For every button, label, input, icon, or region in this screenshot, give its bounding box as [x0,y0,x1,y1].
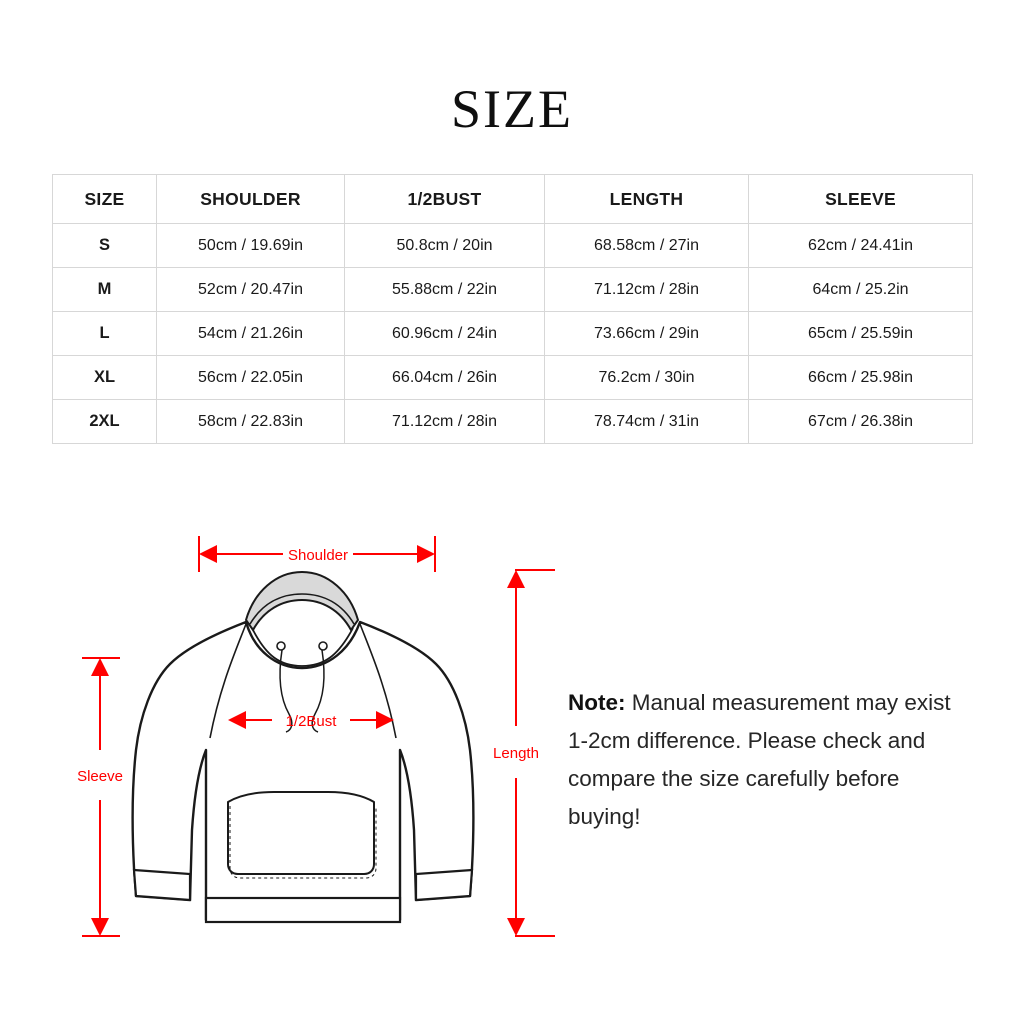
page-title: SIZE [451,79,573,139]
cell-half-bust: 50.8cm / 20in [345,224,545,268]
table-row [53,224,973,268]
cell-shoulder: 54cm / 21.26in [157,312,345,356]
table-row [53,356,973,400]
shoulder-measure-line [199,536,435,572]
table-body [53,224,973,444]
table-header [53,175,973,224]
size-table-container [52,174,972,444]
table-row [53,268,973,312]
note-text: Manual measurement may exist 1-2cm difference. Please check and compare the size carefully before buying! [568,690,951,829]
shoulder-label: Shoulder [287,547,349,564]
length-measure-line [493,570,555,936]
hoodie-measurement-diagram [40,500,560,980]
cell-half-bust: 66.04cm / 26in [345,356,545,400]
table-header-row [53,175,973,224]
size-table [52,174,973,444]
cell-half-bust: 71.12cm / 28in [345,400,545,444]
hoodie-illustration [133,572,474,922]
cell-size: S [53,224,157,268]
column-header-sleeve: SLEEVE [749,175,973,224]
cell-sleeve: 66cm / 25.98in [749,356,973,400]
cell-sleeve: 64cm / 25.2in [749,268,973,312]
cell-size: L [53,312,157,356]
cell-size: 2XL [53,400,157,444]
column-header-size: SIZE [53,175,157,224]
column-header-half-bust: 1/2BUST [345,175,545,224]
column-header-length: LENGTH [545,175,749,224]
column-header-shoulder: SHOULDER [157,175,345,224]
cell-shoulder: 56cm / 22.05in [157,356,345,400]
length-label: Length [493,745,539,762]
cell-sleeve: 65cm / 25.59in [749,312,973,356]
cell-shoulder: 52cm / 20.47in [157,268,345,312]
table-row [53,400,973,444]
cell-length: 68.58cm / 27in [545,224,749,268]
cell-shoulder: 50cm / 19.69in [157,224,345,268]
cell-sleeve: 67cm / 26.38in [749,400,973,444]
cell-length: 78.74cm / 31in [545,400,749,444]
cell-half-bust: 60.96cm / 24in [345,312,545,356]
cell-size: XL [53,356,157,400]
cell-size: M [53,268,157,312]
note-label: Note: [568,690,626,715]
measurement-note [568,684,968,836]
cell-shoulder: 58cm / 22.83in [157,400,345,444]
cell-length: 71.12cm / 28in [545,268,749,312]
cell-half-bust: 55.88cm / 22in [345,268,545,312]
table-row [53,312,973,356]
cell-sleeve: 62cm / 24.41in [749,224,973,268]
sleeve-measure-line [77,658,123,936]
sleeve-label: Sleeve [77,768,123,785]
half-bust-label: 1/2Bust [285,713,337,730]
cell-length: 73.66cm / 29in [545,312,749,356]
cell-length: 76.2cm / 30in [545,356,749,400]
